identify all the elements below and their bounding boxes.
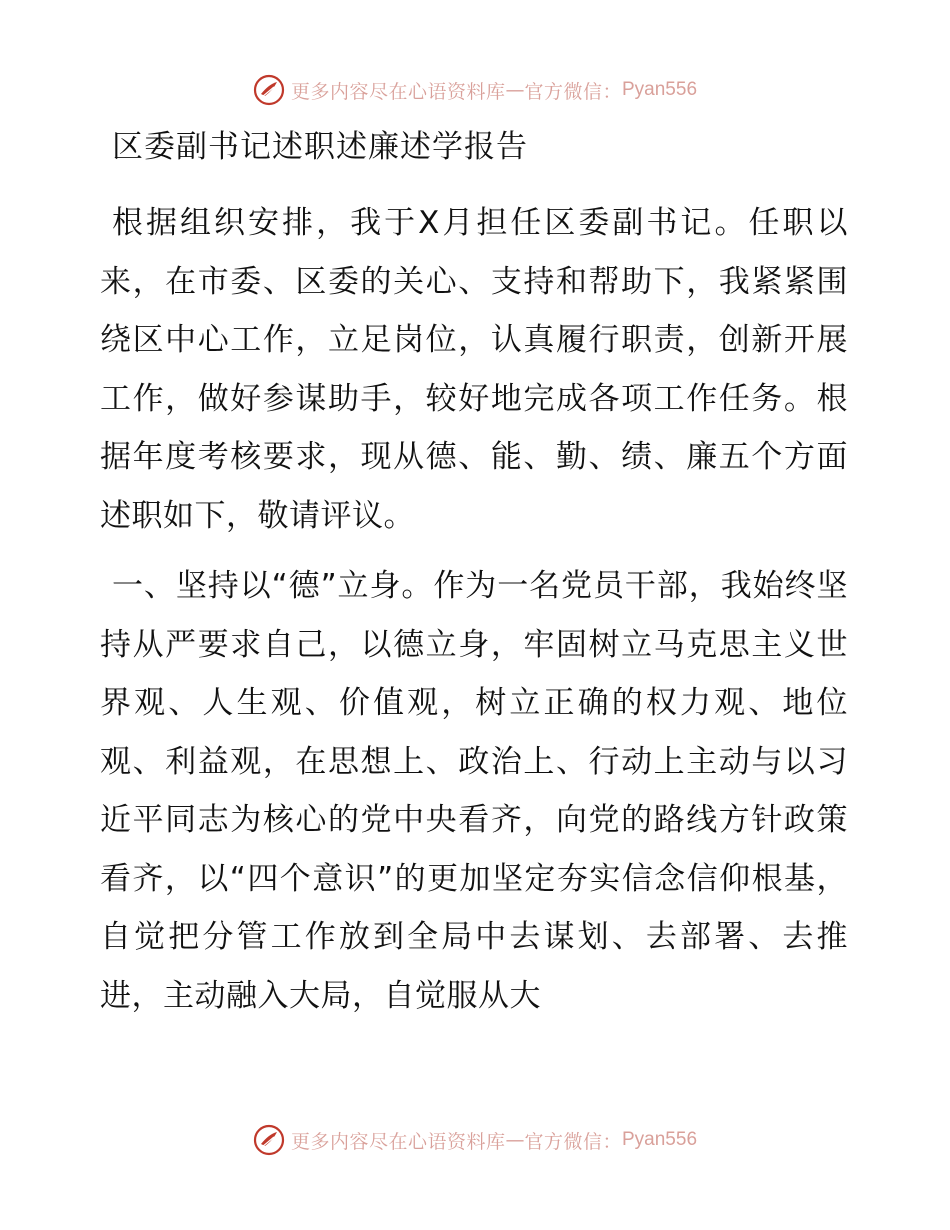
paragraph-intro: 根据组织安排，我于X月担任区委副书记。任职以来，在市委、区委的关心、支持和帮助下，我紧紧围绕区中心工作，立足岗位，认真履行职责，创新开展工作，做好参谋助手，较好地完成各项工作任务。根据年度考核要求，现从德、能、勤、绩、廉五个方面述职如下，敬请评议。 xyxy=(100,205,848,534)
banner-wechat-id: Pyan556 xyxy=(622,79,698,100)
book-logo-icon xyxy=(253,74,285,106)
banner-text: 更多内容尽在心语资料库 xyxy=(290,1130,506,1153)
header-watermark-banner xyxy=(0,70,950,110)
banner-separator: — xyxy=(505,79,525,101)
paragraph-section-one: 一、坚持以“德”立身。作为一名党员干部，我始终坚持从严要求自己，以德立身，牢固树立马克思主义世界观、人生观、价值观，树立正确的权力观、地位观、利益观，在思想上、政治上、行动上主动与以习近平同志为核心的党中央看齐，向党的路线方针政策看齐，以“四个意识”的更加坚定夯实信念信仰根基，自觉把分管工作放到全局中去谋划、去部署、去推进，主动融入大局，自觉服从大 xyxy=(100,568,848,1014)
document-body xyxy=(100,122,848,1037)
banner-wechat-label: 官方微信： xyxy=(524,80,622,103)
document-title: 区委副书记述职述廉述学报告 xyxy=(112,129,528,165)
footer-watermark-banner xyxy=(0,1120,950,1160)
banner-wechat-id: Pyan556 xyxy=(622,1129,698,1150)
book-logo-icon xyxy=(253,1124,285,1156)
banner-text: 更多内容尽在心语资料库 xyxy=(290,80,506,103)
banner-separator: — xyxy=(505,1129,525,1151)
banner-wechat-label: 官方微信： xyxy=(524,1130,622,1153)
